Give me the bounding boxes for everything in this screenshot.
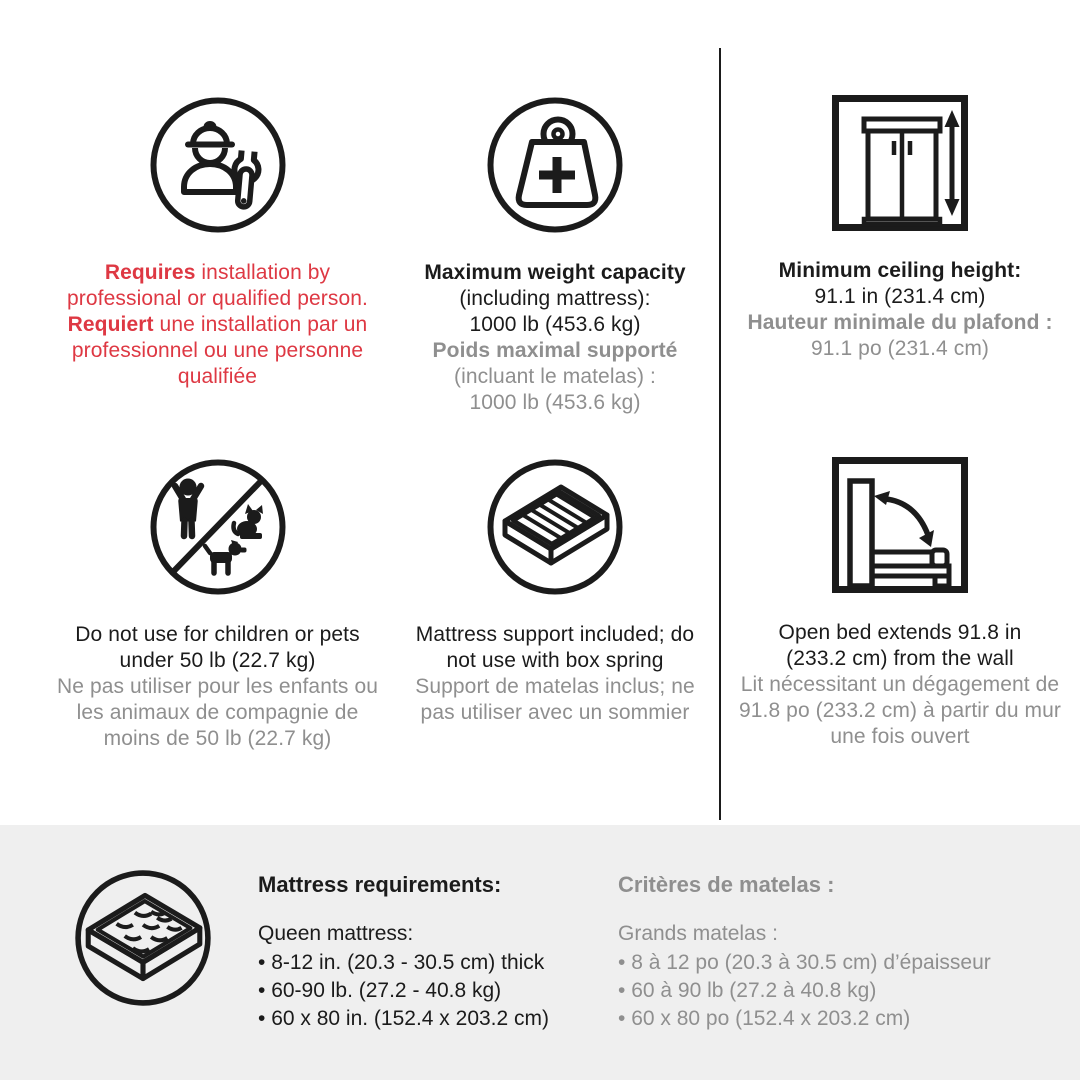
weight-line2-en: (including mattress): [459, 287, 651, 310]
no-children-pets-icon [148, 457, 288, 597]
mattress-spec-list-fr [618, 949, 1080, 1033]
ceiling-title-en: Minimum ceiling height: [778, 259, 1022, 282]
column-divider [719, 48, 721, 820]
installation-fr-bold: Requiert [67, 313, 154, 336]
weight-line3-fr: 1000 lb (453.6 kg) [469, 391, 641, 414]
ceiling-title-fr: Hauteur minimale du plafond : [747, 311, 1053, 334]
mattress-spec-list-en [258, 949, 608, 1033]
mattress-size-label-fr: Grands matelas : [618, 922, 778, 945]
mattress-requirements-band [0, 825, 1080, 1080]
spec-item-thickness-fr: • 8 à 12 po (20.3 à 30.5 cm) d’épaisseur [618, 949, 1080, 977]
mattress-requirements-fr [618, 871, 1080, 1033]
panel-mattress-support [400, 457, 710, 726]
weight-line2-fr: (incluant le matelas) : [454, 365, 656, 388]
slat-support-icon [485, 457, 625, 597]
child-silhouette [175, 479, 201, 537]
weight-title-fr: Poids maximal supporté [432, 339, 678, 362]
weight-capacity-icon [485, 95, 625, 235]
open-bed-icon [830, 455, 970, 595]
mattress-support-text-en: Mattress support included; do not use with box spring [415, 623, 695, 672]
installer-icon [148, 95, 288, 235]
installation-en-bold: Requires [104, 261, 196, 284]
spec-item-weight-fr: • 60 à 90 lb (27.2 à 40.8 kg) [618, 977, 1080, 1005]
mattress-requirements-title-fr: Critères de matelas : [618, 872, 835, 897]
children-pets-text-en: Do not use for children or pets under 50 lb (22.7 kg) [75, 623, 360, 672]
open-bed-text-en: Open bed extends 91.8 in (233.2 cm) from the wall [778, 621, 1022, 670]
dog-silhouette [205, 540, 247, 573]
children-pets-text-fr: Ne pas utiliser pour les enfants ou les animaux de compagnie de moins de 50 lb (22.7 kg) [56, 675, 378, 750]
open-bed-text-fr: Lit nécessitant un dégagement de 91.8 po (233.2 cm) à partir du mur une fois ouvert [738, 673, 1062, 748]
mattress-size-label-en: Queen mattress: [258, 922, 414, 945]
spec-item-thickness-en: • 8-12 in. (20.3 - 30.5 cm) thick [258, 949, 608, 977]
mattress-requirements-en [258, 871, 608, 1033]
panel-installation [30, 95, 405, 390]
ceiling-value-en: 91.1 in (231.4 cm) [814, 285, 986, 308]
spec-item-weight-en: • 60-90 lb. (27.2 - 40.8 kg) [258, 977, 608, 1005]
cat-silhouette [233, 504, 263, 539]
panel-weight-capacity [400, 95, 710, 416]
installation-en-rest: installation by professional or qualified person. [67, 261, 368, 310]
spec-item-size-en: • 60 x 80 in. (152.4 x 203.2 cm) [258, 1005, 608, 1033]
ceiling-height-icon [830, 93, 970, 233]
weight-line3-en: 1000 lb (453.6 kg) [469, 313, 641, 336]
installation-fr-rest: une installation par un professionnel ou une personne qualifiée [71, 313, 368, 388]
installation-text-en [49, 260, 387, 312]
panel-open-bed [730, 455, 1070, 750]
mattress-icon [72, 867, 214, 1009]
weight-title-en: Maximum weight capacity [424, 261, 686, 284]
mattress-requirements-title-en: Mattress requirements: [258, 872, 502, 897]
mattress-support-text-fr: Support de matelas inclus; ne pas utiliser avec un sommier [415, 675, 695, 724]
ceiling-value-fr: 91.1 po (231.4 cm) [810, 337, 990, 360]
panel-ceiling-height [730, 93, 1070, 362]
panel-no-children-pets [30, 457, 405, 752]
spec-item-size-fr: • 60 x 80 po (152.4 x 203.2 cm) [618, 1005, 1080, 1033]
installation-text-fr [49, 312, 387, 390]
